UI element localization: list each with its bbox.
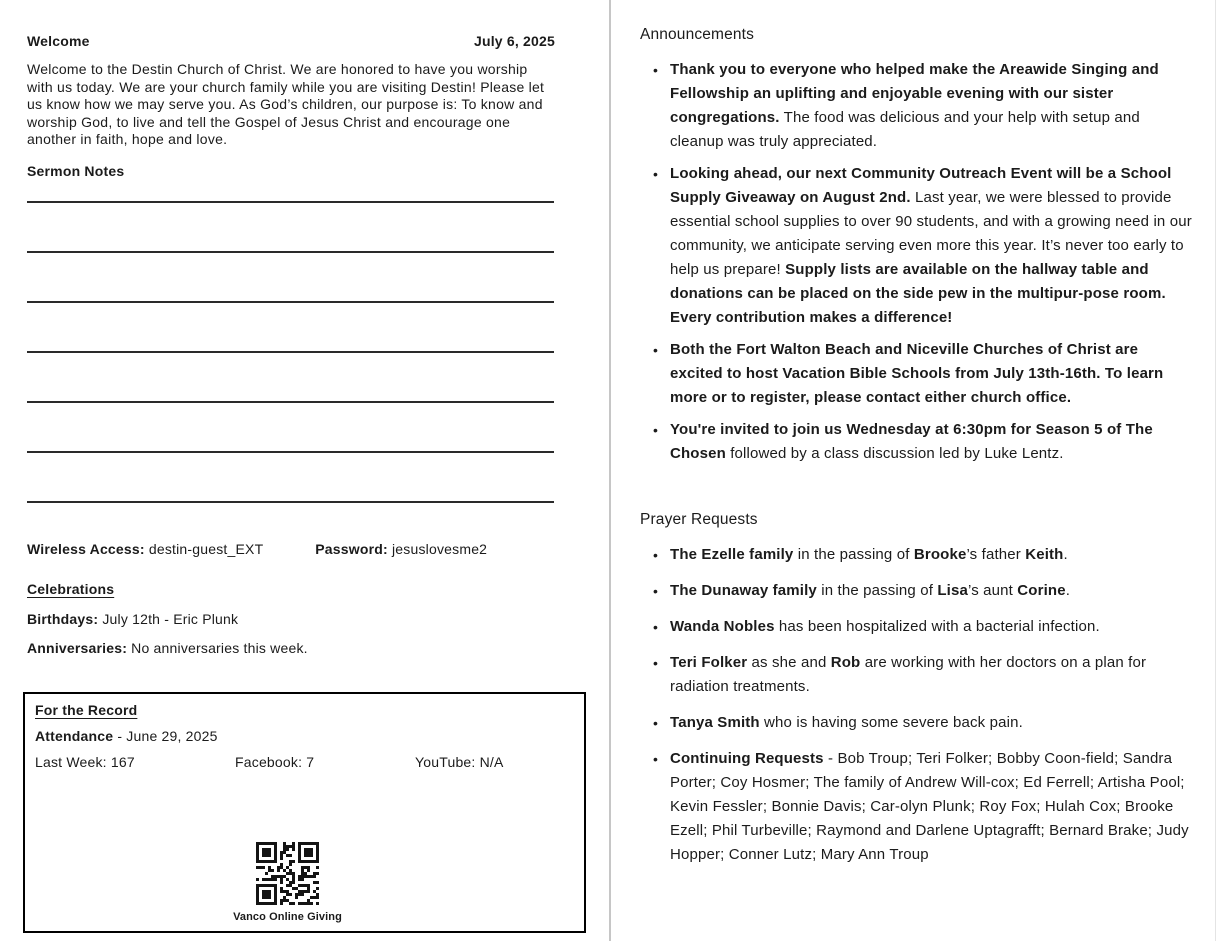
stat-facebook: [235, 754, 314, 770]
list-item: • Wanda Nobles has been hospitalized with a bacterial infection.: [670, 615, 1192, 639]
list-item: • Looking ahead, our next Community Outreach Event will be a School Supply Giveaway on August 2nd. Last year, we were blessed to provide essential school supplies to over 90 students, and with a growing need in our community, we anticipate serving even more this year. It’s never too early to help us prepare! Supply lists are available on the hallway table and donations can be placed on the side pew in the multipur-pose room. Every contribution makes a difference!: [670, 162, 1192, 330]
stat-youtube: [415, 754, 504, 770]
qr-section: [8, 842, 567, 923]
list-item: • The Dunaway family in the passing of Lisa’s aunt Corine.: [670, 579, 1192, 603]
note-line: [27, 453, 554, 503]
list-item: • The Ezelle family in the passing of Brooke’s father Keith.: [670, 543, 1192, 567]
attendance-row: [35, 728, 572, 744]
list-item: • Teri Folker as she and Rob are working with her doctors on a plan for radiation treatments.: [670, 651, 1192, 699]
password-value: jesuslovesme2: [391, 540, 488, 557]
celebrations-heading: Celebrations: [27, 580, 115, 597]
password-label: Password:: [315, 540, 388, 557]
welcome-paragraph: Welcome to the Destin Church of Christ. We are honored to have you worship with us today. We are your church family while you are visiting Destin! Please let us know how we may serve you. As God’s children, our purpose is: To know and worship God, to live and tell the Gospel of Jesus Christ and encourage one another in faith, hope and love.: [27, 61, 545, 147]
welcome-heading: Welcome: [27, 33, 90, 49]
stat-last-week: [35, 754, 135, 770]
attendance-date: - June 29, 2025: [117, 727, 218, 744]
note-line: [27, 253, 554, 303]
for-the-record-box: [23, 692, 586, 933]
birthdays-value: July 12th - Eric Plunk: [102, 610, 239, 627]
prayer-requests-heading: Prayer Requests: [640, 511, 758, 528]
qr-caption: Vanco Online Giving: [233, 910, 342, 923]
note-line: [27, 203, 554, 253]
note-line: [27, 353, 554, 403]
anniversaries-value: No anniversaries this week.: [131, 639, 308, 656]
stats-row: [35, 754, 572, 772]
note-line: [27, 403, 554, 453]
list-item: • You're invited to join us Wednesday at 6:30pm for Season 5 of The Chosen followed by a class discussion led by Luke Lentz.: [670, 418, 1192, 466]
attendance-label: Attendance: [35, 727, 114, 744]
stat-youtube-label: YouTube:: [415, 753, 476, 770]
announcements-heading: Announcements: [640, 26, 754, 43]
qr-code-icon: [256, 842, 319, 905]
left-column: [0, 0, 610, 933]
wireless-row: [27, 541, 610, 557]
wireless-label: Wireless Access:: [27, 540, 145, 557]
prayer-requests-list: [640, 543, 1192, 867]
sermon-notes-heading: Sermon Notes: [27, 162, 125, 179]
note-line: [27, 303, 554, 353]
stat-last-week-label: Last Week:: [35, 753, 107, 770]
anniversaries-label: Anniversaries:: [27, 639, 128, 656]
sermon-notes-lines: [27, 179, 554, 503]
stat-youtube-value: N/A: [479, 753, 504, 770]
record-title: For the Record: [35, 701, 138, 718]
stat-last-week-value: 167: [110, 753, 135, 770]
stat-facebook-label: Facebook:: [235, 753, 303, 770]
announcements-list: [640, 58, 1192, 466]
wireless-value: destin-guest_EXT: [148, 540, 264, 557]
list-item: • Both the Fort Walton Beach and Niceville Churches of Christ are excited to host Vacation Bible Schools from July 13th-16th. To learn more or to register, please contact either church office.: [670, 338, 1192, 410]
note-line: [27, 179, 554, 203]
birthdays-label: Birthdays:: [27, 610, 99, 627]
date-text: July 6, 2025: [473, 33, 555, 49]
left-header: [27, 33, 555, 49]
list-item: • Tanya Smith who is having some severe back pain.: [670, 711, 1192, 735]
birthdays-row: [27, 611, 610, 627]
stat-facebook-value: 7: [306, 753, 315, 770]
list-item: • Continuing Requests - Bob Troup; Teri Folker; Bobby Coon-field; Sandra Porter; Coy Hosmer; The family of Andrew Will-cox; Ed Ferrell; Artisha Pool; Kevin Fessler; Bonnie Davis; Car-olyn Plunk; Roy Fox; Hulah Cox; Brooke Ezell; Phil Turbeville; Raymond and Darlene Uptagrafft; Bernard Brake; Judy Hopper; Conner Lutz; Mary Ann Troup: [670, 747, 1192, 867]
list-item: • Thank you to everyone who helped make the Areawide Singing and Fellowship an uplifting and enjoyable evening with our sister congregations. The food was delicious and your help with setup and cleanup was truly appreciated.: [670, 58, 1192, 154]
right-column: [612, 0, 1219, 879]
anniversaries-row: [27, 640, 610, 656]
